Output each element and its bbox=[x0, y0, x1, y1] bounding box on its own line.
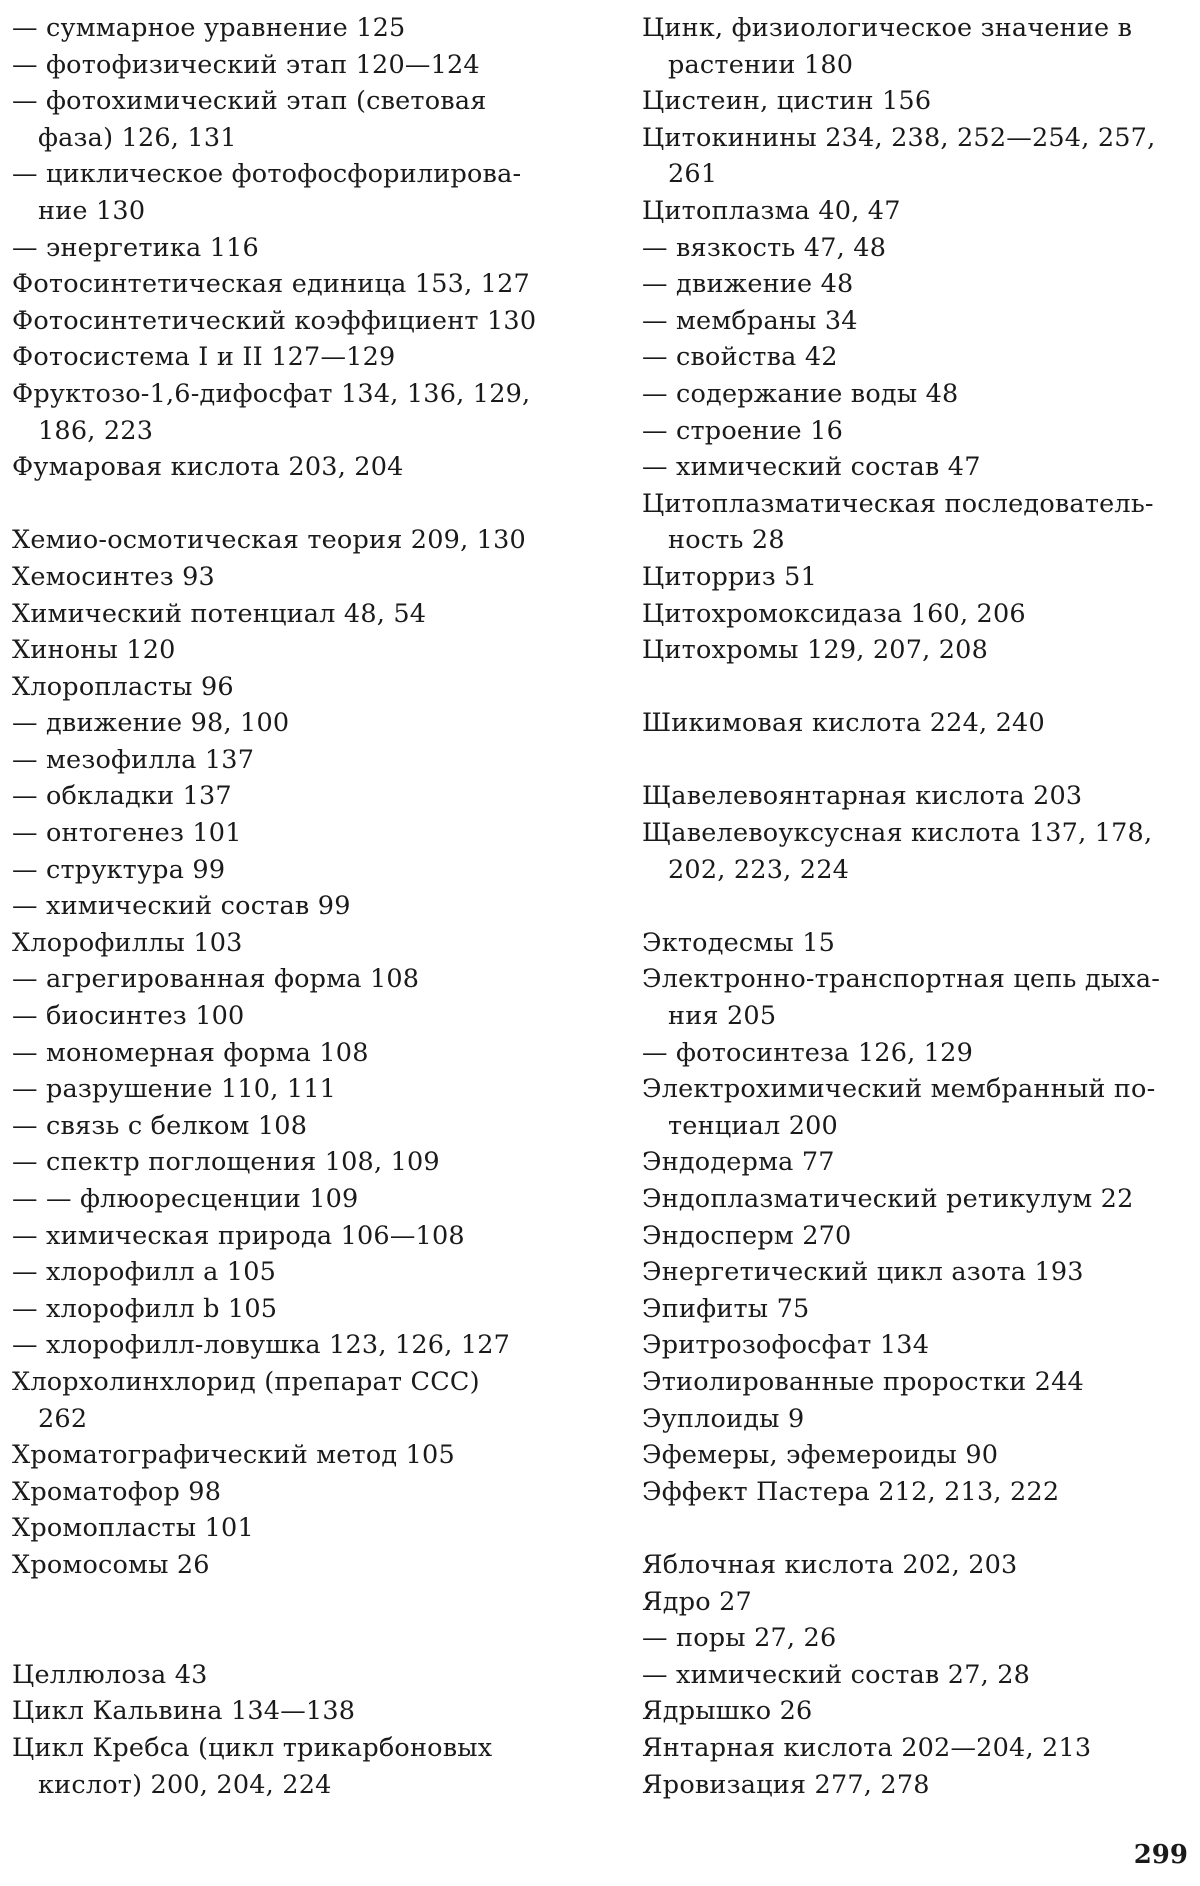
index-entry: Цитохромы 129, 207, 208 bbox=[642, 635, 989, 666]
index-entry: Хемио-осмотическая теория 209, 130 bbox=[12, 525, 526, 556]
index-entry: Эндодерма 77 bbox=[642, 1147, 835, 1178]
index-entry: — хлорофилл b 105 bbox=[12, 1293, 278, 1324]
index-entry: Хроматографический метод 105 bbox=[12, 1440, 455, 1471]
index-entry: — строение 16 bbox=[642, 415, 843, 446]
index-entry-continuation: 262 bbox=[38, 1403, 88, 1434]
index-entry-continuation: растении 180 bbox=[668, 49, 854, 80]
index-entry: Щавелевоуксусная кислота 137, 178, bbox=[642, 818, 1153, 849]
index-entry: Шикимовая кислота 224, 240 bbox=[642, 708, 1045, 739]
index-entry: — свойства 42 bbox=[642, 342, 838, 373]
index-entry: — поры 27, 26 bbox=[642, 1623, 837, 1654]
index-entry: Эндоплазматический ретикулум 22 bbox=[642, 1184, 1134, 1214]
index-entry: — — флюоресценции 109 bbox=[12, 1184, 359, 1214]
index-entry: — фотосинтеза 126, 129 bbox=[642, 1037, 974, 1068]
index-column-right bbox=[642, 10, 1188, 1803]
index-entry: Химический потенциал 48, 54 bbox=[12, 598, 427, 629]
index-entry: Хромосомы 26 bbox=[12, 1549, 210, 1580]
index-entry-continuation: ния 205 bbox=[668, 1001, 777, 1032]
index-entry: Хиноны 120 bbox=[12, 635, 176, 666]
index-entry: Фотосинтетическая единица 153, 127 bbox=[12, 269, 530, 300]
index-entry: — движение 48 bbox=[642, 269, 854, 300]
index-entry: — фотофизический этап 120—124 bbox=[12, 49, 480, 80]
index-entry: — хлорофилл-ловушка 123, 126, 127 bbox=[12, 1330, 511, 1361]
index-entry: Цитокинины 234, 238, 252—254, 257, bbox=[642, 122, 1156, 153]
index-entry: Эфемеры, эфемероиды 90 bbox=[642, 1440, 999, 1471]
page-number: 299 bbox=[1133, 1840, 1188, 1870]
index-entry: — онтогенез 101 bbox=[12, 818, 242, 849]
index-entry: Эпифиты 75 bbox=[642, 1293, 810, 1324]
index-entry: Ядро 27 bbox=[642, 1586, 752, 1617]
index-entry: Щавелевоянтарная кислота 203 bbox=[642, 781, 1083, 812]
index-entry: — циклическое фотофосфорилирова- bbox=[12, 159, 522, 190]
index-entry: Яблочная кислота 202, 203 bbox=[642, 1549, 1018, 1580]
index-entry: — суммарное уравнение 125 bbox=[12, 13, 406, 43]
index-entry: — химический состав 27, 28 bbox=[642, 1659, 1031, 1690]
index-entry: Янтарная кислота 202—204, 213 bbox=[642, 1732, 1092, 1763]
index-entry: Эритрозофосфат 134 bbox=[642, 1330, 930, 1361]
index-entry: Эффект Пастера 212, 213, 222 bbox=[642, 1476, 1060, 1507]
index-entry: Этиолированные проростки 244 bbox=[642, 1366, 1084, 1397]
index-entry-continuation: ние 130 bbox=[38, 195, 146, 226]
section-gap bbox=[642, 1510, 1188, 1547]
index-entry: Электронно-транспортная цепь дыха- bbox=[642, 964, 1161, 995]
index-entry: — структура 99 bbox=[12, 854, 226, 885]
index-entry: Хлорхолинхлорид (препарат ССС) bbox=[12, 1366, 480, 1397]
index-entry: — химический состав 47 bbox=[642, 452, 981, 483]
index-entry-continuation: 186, 223 bbox=[38, 415, 154, 446]
index-entry-continuation: 202, 223, 224 bbox=[668, 854, 850, 885]
index-entry: Цитохромоксидаза 160, 206 bbox=[642, 598, 1026, 629]
index-entry-continuation: 261 bbox=[668, 159, 718, 190]
index-entry: — мезофилла 137 bbox=[12, 744, 255, 775]
index-entry: — мономерная форма 108 bbox=[12, 1037, 369, 1068]
index-entry: — биосинтез 100 bbox=[12, 1001, 245, 1032]
index-entry-continuation: ность 28 bbox=[668, 525, 785, 556]
index-entry: Электрохимический мембранный по- bbox=[642, 1074, 1156, 1105]
index-entry: Цикл Кребса (цикл трикарбоновых bbox=[12, 1732, 493, 1763]
index-entry: — спектр поглощения 108, 109 bbox=[12, 1147, 440, 1178]
index-entry: — фотохимический этап (световая bbox=[12, 86, 487, 117]
index-entry: — агрегированная форма 108 bbox=[12, 964, 420, 995]
index-entry: Фруктозо-1,6-дифосфат 134, 136, 129, bbox=[12, 378, 531, 409]
index-entry: Хромопласты 101 bbox=[12, 1513, 254, 1544]
index-entry: Эндосперм 270 bbox=[642, 1220, 852, 1251]
index-entry: Фотосинтетический коэффициент 130 bbox=[12, 305, 537, 336]
section-gap bbox=[642, 669, 1188, 706]
index-entry: — мембраны 34 bbox=[642, 305, 858, 336]
index-entry: — обкладки 137 bbox=[12, 781, 232, 812]
index-entry: Хемосинтез 93 bbox=[12, 561, 215, 592]
index-entry: Эктодесмы 15 bbox=[642, 927, 836, 958]
section-gap bbox=[642, 888, 1188, 925]
index-entry: Ядрышко 26 bbox=[642, 1696, 813, 1727]
index-entry: — энергетика 116 bbox=[12, 232, 259, 263]
index-entry: Цинк, физиологическое значение в bbox=[642, 13, 1133, 43]
section-gap bbox=[12, 1584, 560, 1657]
index-entry: Эуплоиды 9 bbox=[642, 1403, 805, 1434]
index-entry-continuation: тенциал 200 bbox=[668, 1110, 838, 1141]
index-entry-continuation: кислот) 200, 204, 224 bbox=[38, 1769, 332, 1800]
index-entry: Яровизация 277, 278 bbox=[642, 1769, 930, 1800]
section-gap bbox=[642, 742, 1188, 779]
index-entry: Цитоплазматическая последователь- bbox=[642, 488, 1154, 519]
index-entry: — содержание воды 48 bbox=[642, 378, 959, 409]
index-entry: Целлюлоза 43 bbox=[12, 1659, 208, 1690]
index-entry: Хлоропласты 96 bbox=[12, 671, 234, 702]
index-entry: — химический состав 99 bbox=[12, 891, 351, 922]
index-entry: Энергетический цикл азота 193 bbox=[642, 1257, 1084, 1288]
index-entry: — связь с белком 108 bbox=[12, 1110, 308, 1141]
index-entry-continuation: фаза) 126, 131 bbox=[38, 122, 237, 153]
index-entry: Хлорофиллы 103 bbox=[12, 927, 243, 958]
index-entry: Цистеин, цистин 156 bbox=[642, 86, 932, 117]
index-entry: — хлорофилл а 105 bbox=[12, 1257, 277, 1288]
index-entry: — разрушение 110, 111 bbox=[12, 1074, 337, 1105]
index-column-left bbox=[12, 10, 560, 1803]
index-entry: Фотосистема I и II 127—129 bbox=[12, 342, 396, 373]
index-entry: — химическая природа 106—108 bbox=[12, 1220, 465, 1251]
index-entry: — движение 98, 100 bbox=[12, 708, 290, 739]
index-entry: — вязкость 47, 48 bbox=[642, 232, 887, 263]
index-entry: Фумаровая кислота 203, 204 bbox=[12, 452, 404, 483]
index-entry: Цитоплазма 40, 47 bbox=[642, 195, 901, 226]
index-entry: Циторриз 51 bbox=[642, 561, 817, 592]
section-gap bbox=[12, 486, 560, 523]
index-entry: Цикл Кальвина 134—138 bbox=[12, 1696, 356, 1727]
index-entry: Хроматофор 98 bbox=[12, 1476, 222, 1507]
